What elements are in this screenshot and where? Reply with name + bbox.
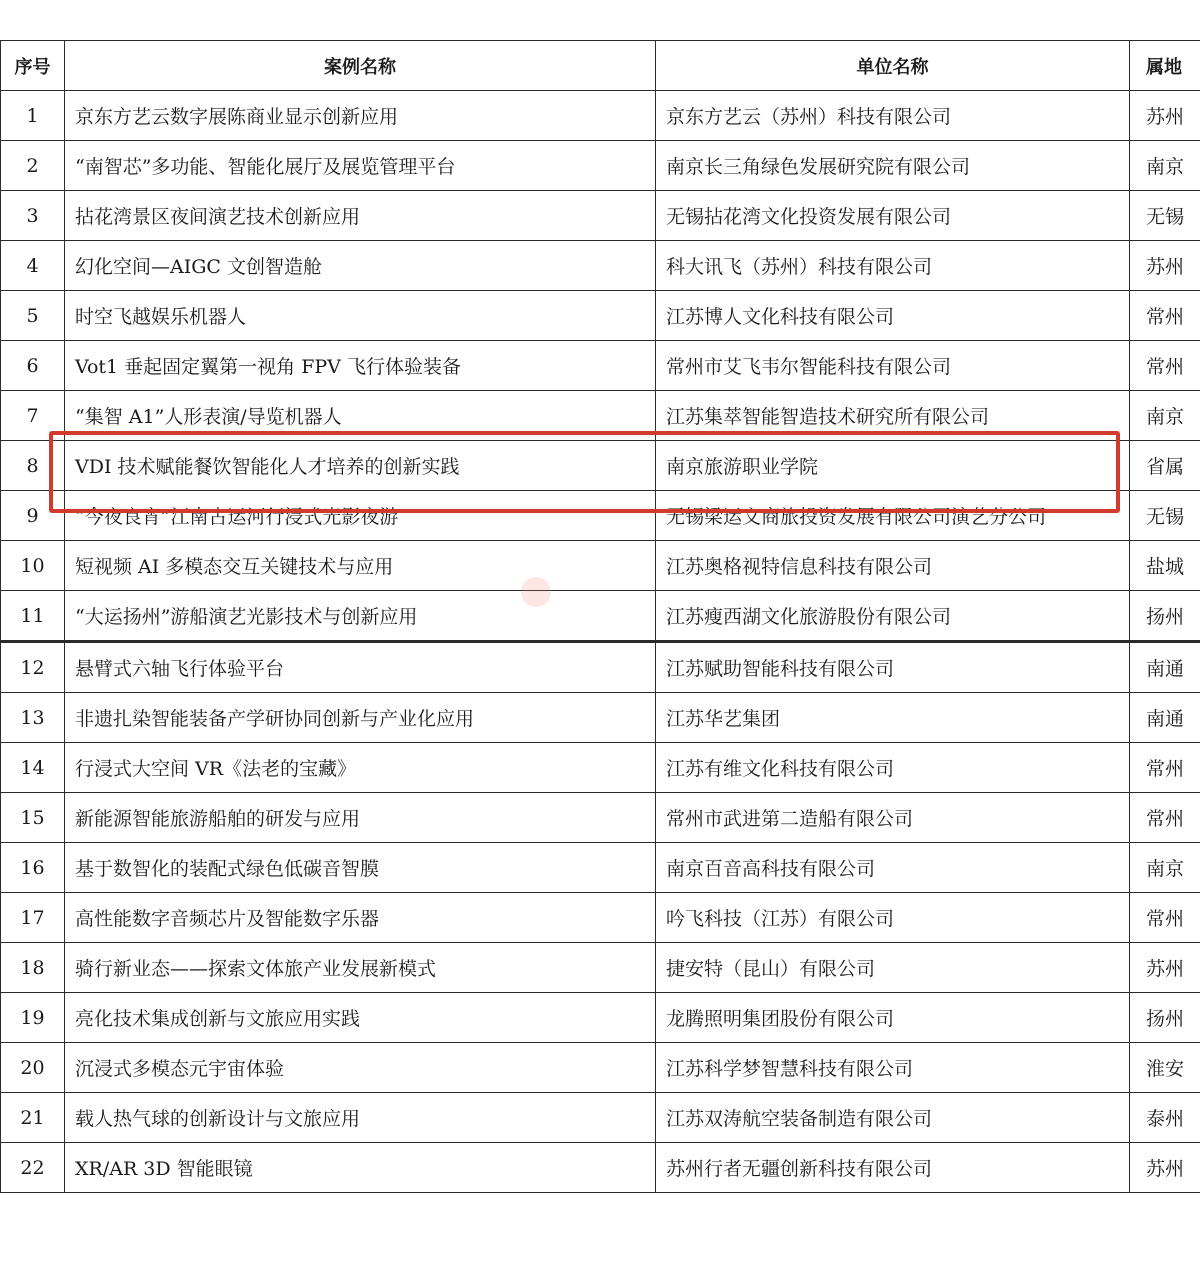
table-row [1, 191, 1200, 241]
locality: 苏州 [1130, 943, 1200, 993]
locality: 苏州 [1130, 91, 1200, 141]
case-name: 幻化空间—AIGC 文创智造舱 [65, 241, 656, 291]
table-row [1, 241, 1200, 291]
case-name: “大运扬州”游船演艺光影技术与创新应用 [65, 591, 656, 642]
case-name: “集智 A1”人形表演/导览机器人 [65, 391, 656, 441]
locality: 扬州 [1130, 993, 1200, 1043]
table-row [1, 541, 1200, 591]
row-number: 1 [1, 91, 65, 141]
locality: 扬州 [1130, 591, 1200, 642]
locality: 苏州 [1130, 1143, 1200, 1193]
organization-name: 无锡拈花湾文化投资发展有限公司 [656, 191, 1130, 241]
row-number: 18 [1, 943, 65, 993]
case-name: 短视频 AI 多模态交互关键技术与应用 [65, 541, 656, 591]
locality: 无锡 [1130, 491, 1200, 541]
table-row [1, 1143, 1200, 1193]
locality: 淮安 [1130, 1043, 1200, 1093]
organization-name: 江苏集萃智能智造技术研究所有限公司 [656, 391, 1130, 441]
organization-name: 南京百音高科技有限公司 [656, 843, 1130, 893]
locality: 省属 [1130, 441, 1200, 491]
case-name: XR/AR 3D 智能眼镜 [65, 1143, 656, 1193]
table-row [1, 91, 1200, 141]
locality: 常州 [1130, 291, 1200, 341]
case-name: “南智芯”多功能、智能化展厅及展览管理平台 [65, 141, 656, 191]
organization-name: 京东方艺云（苏州）科技有限公司 [656, 91, 1130, 141]
row-number: 9 [1, 491, 65, 541]
organization-name: 常州市艾飞韦尔智能科技有限公司 [656, 341, 1130, 391]
header-serial-number: 序号 [1, 41, 65, 91]
locality: 南通 [1130, 642, 1200, 693]
table-row [1, 693, 1200, 743]
locality: 南京 [1130, 843, 1200, 893]
table-row [1, 893, 1200, 943]
case-name: 非遗扎染智能装备产学研协同创新与产业化应用 [65, 693, 656, 743]
row-number: 20 [1, 1043, 65, 1093]
organization-name: 江苏奥格视特信息科技有限公司 [656, 541, 1130, 591]
table-row [1, 743, 1200, 793]
table-row [1, 1093, 1200, 1143]
locality: 常州 [1130, 893, 1200, 943]
case-name: 沉浸式多模态元宇宙体验 [65, 1043, 656, 1093]
case-name: Vot1 垂起固定翼第一视角 FPV 飞行体验装备 [65, 341, 656, 391]
locality: 南京 [1130, 141, 1200, 191]
case-list-sheet [0, 40, 1200, 1193]
table-header-row [1, 41, 1200, 91]
row-number: 16 [1, 843, 65, 893]
organization-name: 江苏博人文化科技有限公司 [656, 291, 1130, 341]
row-number: 13 [1, 693, 65, 743]
organization-name: 江苏有维文化科技有限公司 [656, 743, 1130, 793]
case-name: 高性能数字音频芯片及智能数字乐器 [65, 893, 656, 943]
locality: 常州 [1130, 341, 1200, 391]
organization-name: 江苏科学梦智慧科技有限公司 [656, 1043, 1130, 1093]
locality: 南通 [1130, 693, 1200, 743]
organization-name: 江苏瘦西湖文化旅游股份有限公司 [656, 591, 1130, 642]
row-number: 6 [1, 341, 65, 391]
table-row [1, 341, 1200, 391]
table-row [1, 141, 1200, 191]
case-name: VDI 技术赋能餐饮智能化人才培养的创新实践 [65, 441, 656, 491]
row-number: 19 [1, 993, 65, 1043]
row-number: 11 [1, 591, 65, 642]
table-row [1, 291, 1200, 341]
organization-name: 常州市武进第二造船有限公司 [656, 793, 1130, 843]
row-number: 12 [1, 642, 65, 693]
locality: 南京 [1130, 391, 1200, 441]
organization-name: 南京长三角绿色发展研究院有限公司 [656, 141, 1130, 191]
header-locality: 属地 [1130, 41, 1200, 91]
header-case-name: 案例名称 [65, 41, 656, 91]
table-row [1, 491, 1200, 541]
header-organization-name: 单位名称 [656, 41, 1130, 91]
row-number: 2 [1, 141, 65, 191]
table-row [1, 591, 1200, 642]
locality: 盐城 [1130, 541, 1200, 591]
row-number: 8 [1, 441, 65, 491]
organization-name: 江苏双涛航空装备制造有限公司 [656, 1093, 1130, 1143]
organization-name: 科大讯飞（苏州）科技有限公司 [656, 241, 1130, 291]
locality: 常州 [1130, 793, 1200, 843]
organization-name: 捷安特（昆山）有限公司 [656, 943, 1130, 993]
organization-name: 南京旅游职业学院 [656, 441, 1130, 491]
case-name: 京东方艺云数字展陈商业显示创新应用 [65, 91, 656, 141]
row-number: 10 [1, 541, 65, 591]
table-row [1, 642, 1200, 693]
case-name: 悬臂式六轴飞行体验平台 [65, 642, 656, 693]
table-row [1, 843, 1200, 893]
row-number: 4 [1, 241, 65, 291]
case-name: “今夜良宵”江南古运河行浸式光影夜游 [65, 491, 656, 541]
table-row-highlighted [1, 441, 1200, 491]
case-name: 亮化技术集成创新与文旅应用实践 [65, 993, 656, 1043]
row-number: 5 [1, 291, 65, 341]
locality: 常州 [1130, 743, 1200, 793]
row-number: 21 [1, 1093, 65, 1143]
table-row [1, 943, 1200, 993]
case-table [0, 40, 1200, 1193]
case-name: 骑行新业态——探索文体旅产业发展新模式 [65, 943, 656, 993]
organization-name: 苏州行者无疆创新科技有限公司 [656, 1143, 1130, 1193]
case-name: 时空飞越娱乐机器人 [65, 291, 656, 341]
row-number: 15 [1, 793, 65, 843]
organization-name: 江苏赋助智能科技有限公司 [656, 642, 1130, 693]
row-number: 3 [1, 191, 65, 241]
locality: 泰州 [1130, 1093, 1200, 1143]
table-row [1, 391, 1200, 441]
organization-name: 龙腾照明集团股份有限公司 [656, 993, 1130, 1043]
table-row [1, 993, 1200, 1043]
table-row [1, 793, 1200, 843]
row-number: 14 [1, 743, 65, 793]
row-number: 17 [1, 893, 65, 943]
row-number: 7 [1, 391, 65, 441]
case-name: 新能源智能旅游船舶的研发与应用 [65, 793, 656, 843]
table-body [1, 91, 1200, 1193]
organization-name: 江苏华艺集团 [656, 693, 1130, 743]
locality: 无锡 [1130, 191, 1200, 241]
organization-name: 无锡梁运文商旅投资发展有限公司演艺分公司 [656, 491, 1130, 541]
case-name: 行浸式大空间 VR《法老的宝藏》 [65, 743, 656, 793]
case-name: 拈花湾景区夜间演艺技术创新应用 [65, 191, 656, 241]
organization-name: 吟飞科技（江苏）有限公司 [656, 893, 1130, 943]
locality: 苏州 [1130, 241, 1200, 291]
row-number: 22 [1, 1143, 65, 1193]
case-name: 基于数智化的装配式绿色低碳音智膜 [65, 843, 656, 893]
case-name: 载人热气球的创新设计与文旅应用 [65, 1093, 656, 1143]
table-row [1, 1043, 1200, 1093]
